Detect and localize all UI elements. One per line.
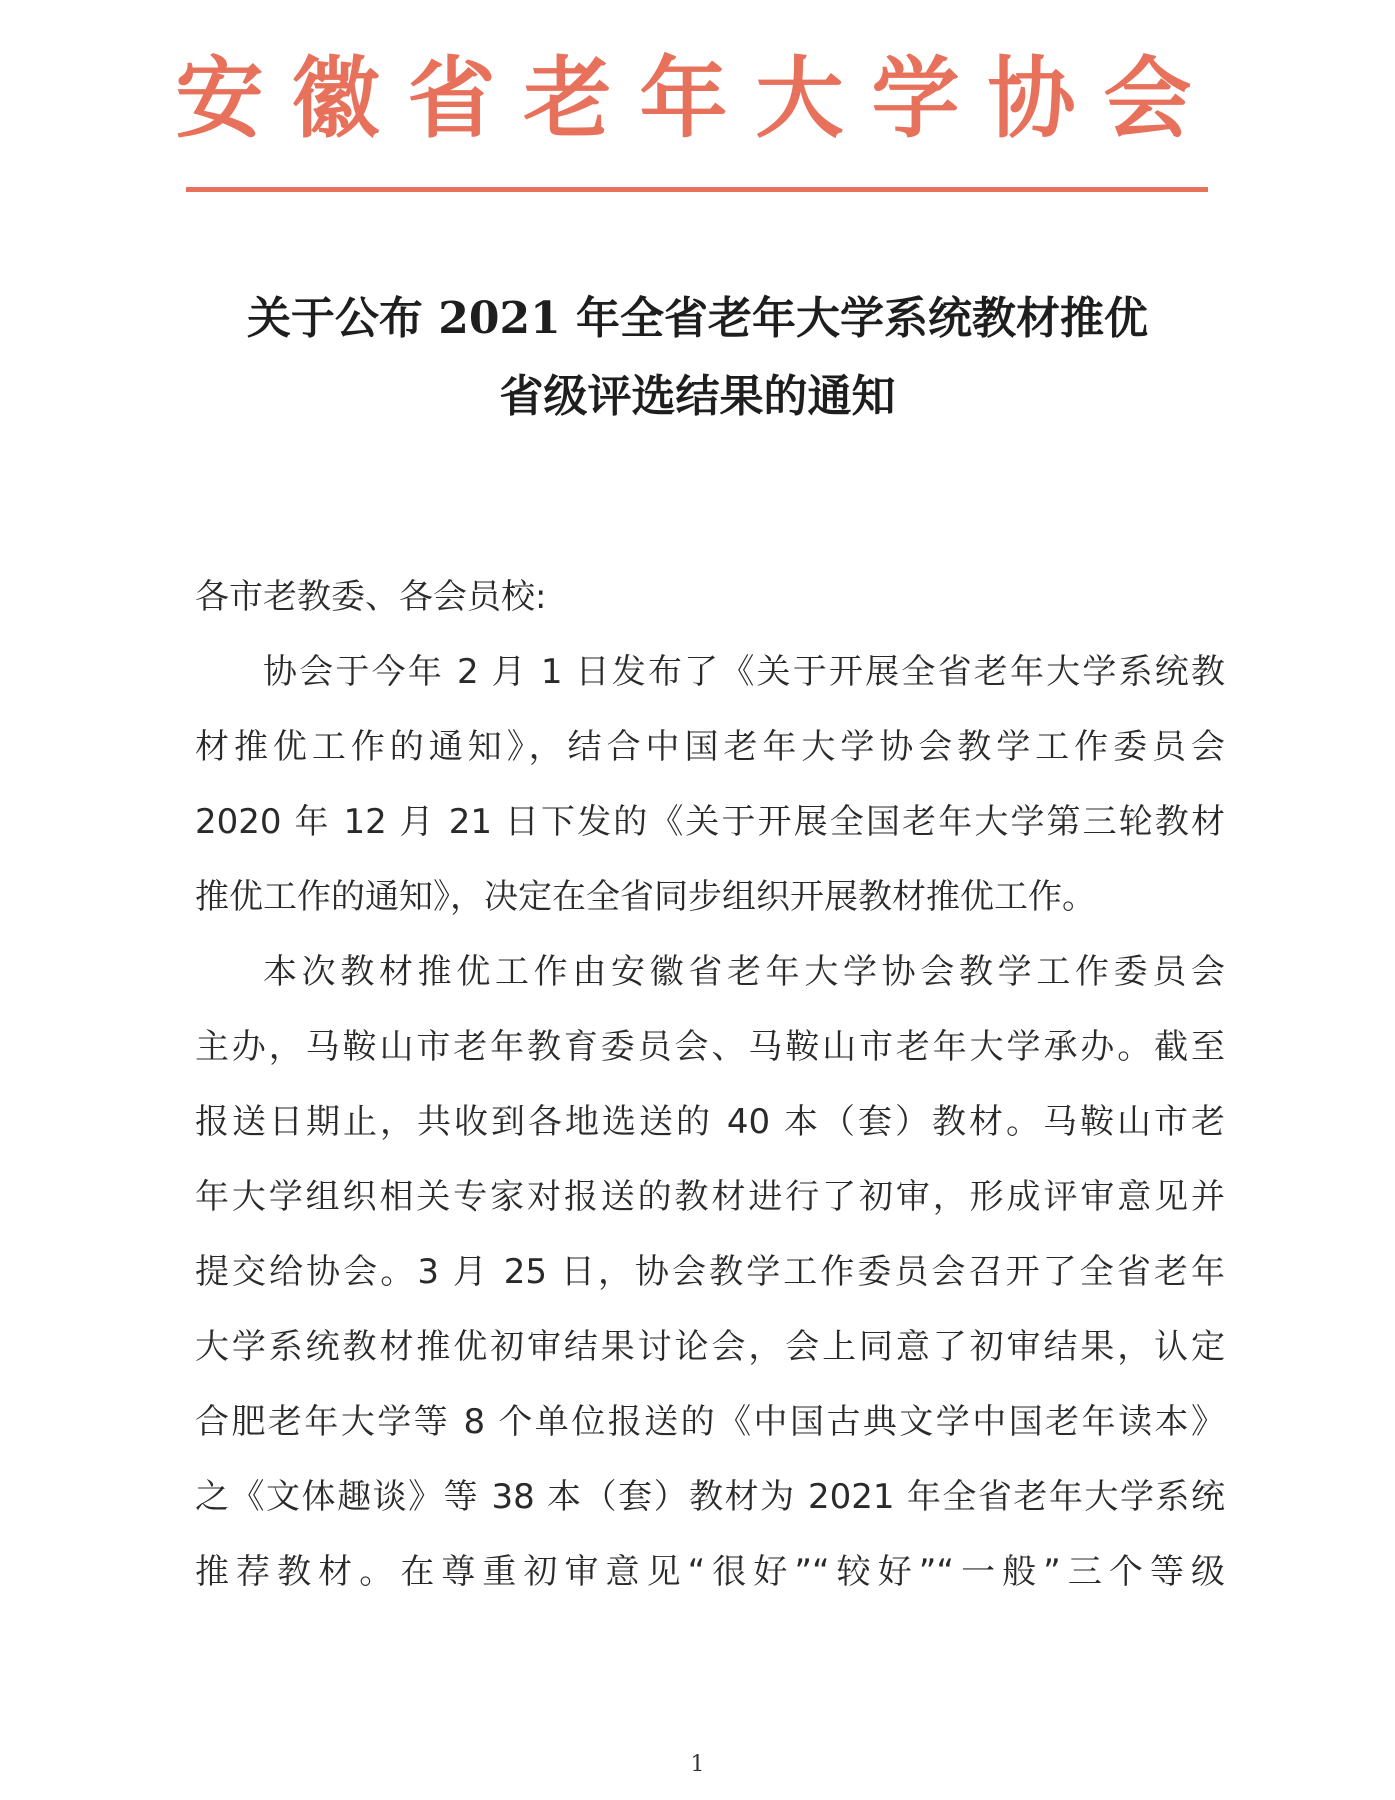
body-line: 2020 年 12 月 21 日下发的《关于开展全国老年大学第三轮教材 — [195, 802, 1225, 842]
title-line-1: 关于公布 2021 年全省老年大学系统教材推优 — [246, 293, 1149, 344]
body-line: 提交给协会。3 月 25 日，协会教学工作委员会召开了全省老年 — [195, 1252, 1225, 1292]
page-number: 1 — [690, 1752, 705, 1777]
document-body — [195, 560, 1225, 1610]
body-line: 年大学组织相关专家对报送的教材进行了初审，形成评审意见并 — [195, 1177, 1225, 1217]
body-line: 推荐教材。在尊重初审意见“很好”“较好”“一般”三个等级 — [195, 1552, 1225, 1592]
body-line: 本次教材推优工作由安徽省老年大学协会教学工作委员会 — [263, 952, 1225, 992]
body-line: 之《文体趣谈》等 38 本（套）教材为 2021 年全省老年大学系统 — [195, 1477, 1225, 1517]
document-title — [0, 280, 1395, 436]
body-line: 合肥老年大学等 8 个单位报送的《中国古典文学中国老年读本》 — [195, 1402, 1225, 1442]
letterhead-divider — [186, 187, 1208, 192]
body-line: 材推优工作的通知》，结合中国老年大学协会教学工作委员会 — [195, 727, 1225, 767]
body-line: 协会于今年 2 月 1 日发布了《关于开展全省老年大学系统教 — [263, 652, 1225, 692]
body-line: 主办，马鞍山市老年教育委员会、马鞍山市老年大学承办。截至 — [195, 1027, 1225, 1067]
title-line-2: 省级评选结果的通知 — [499, 371, 896, 422]
body-line: 大学系统教材推优初审结果讨论会，会上同意了初审结果，认定 — [195, 1327, 1225, 1367]
organization-letterhead: 安徽省老年大学协会 — [175, 46, 1220, 150]
body-line: 推优工作的通知》，决定在全省同步组织开展教材推优工作。 — [195, 877, 1096, 917]
body-line: 报送日期止，共收到各地选送的 40 本（套）教材。马鞍山市老 — [195, 1102, 1225, 1142]
salutation: 各市老教委、各会员校: — [195, 577, 547, 617]
